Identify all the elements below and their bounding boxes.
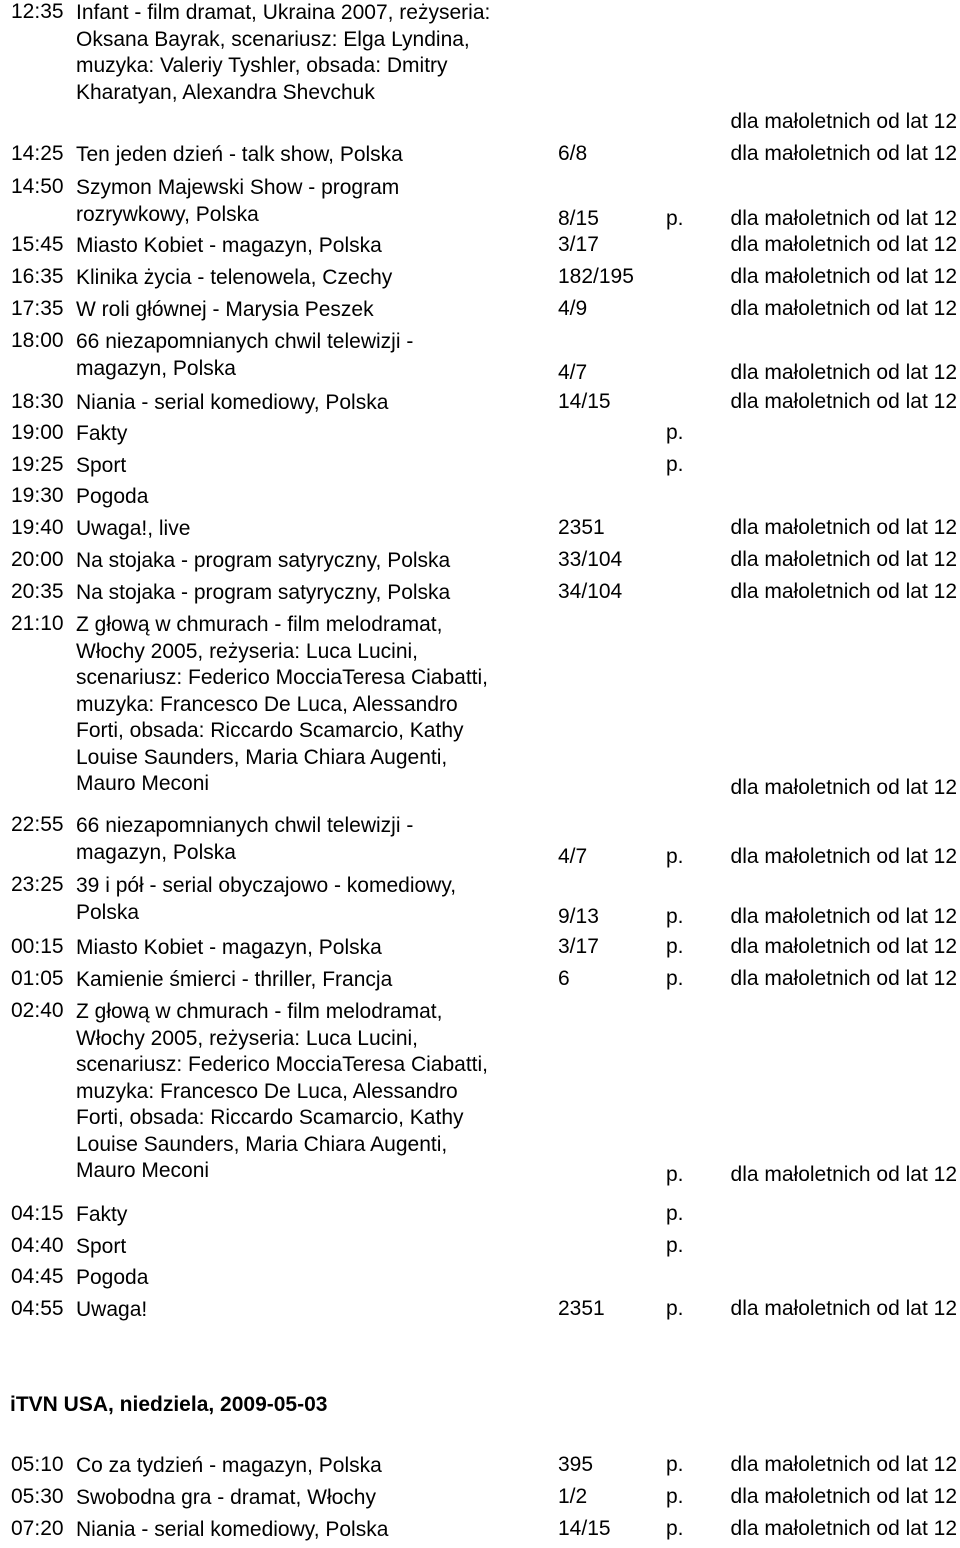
entry-age-rating: dla małoletnich od lat 12 bbox=[730, 142, 957, 165]
entry-title: Fakty bbox=[76, 1203, 128, 1226]
entry-title: Pogoda bbox=[76, 485, 149, 508]
entry-episode: 3/17 bbox=[558, 233, 599, 256]
entry-episode: 4/7 bbox=[558, 845, 588, 868]
entry-title: Fakty bbox=[76, 422, 128, 445]
entry-age-rating: dla małoletnich od lat 12 bbox=[730, 1297, 957, 1320]
entry-time: 14:25 bbox=[11, 142, 64, 165]
entry-age-rating: dla małoletnich od lat 12 bbox=[730, 967, 957, 990]
channel-day-heading: iTVN USA, niedziela, 2009-05-03 bbox=[10, 1393, 328, 1416]
entry-age-rating: dla małoletnich od lat 12 bbox=[730, 1163, 957, 1186]
entry-title: 66 niezapomnianych chwil telewizji - magazyn, Polska bbox=[76, 814, 414, 864]
entry-title: Niania - serial komediowy, Polska bbox=[76, 391, 389, 414]
entry-time: 15:45 bbox=[11, 233, 64, 256]
entry-episode: 33/104 bbox=[558, 548, 623, 571]
entry-age-rating: dla małoletnich od lat 12 bbox=[730, 1485, 957, 1508]
entry-age-rating: dla małoletnich od lat 12 bbox=[730, 390, 957, 413]
entry-title: Sport bbox=[76, 1235, 127, 1258]
entry-premiere-mark: p. bbox=[666, 967, 684, 990]
entry-age-rating: dla małoletnich od lat 12 bbox=[730, 580, 957, 603]
entry-time: 04:45 bbox=[11, 1265, 64, 1288]
entry-episode: 14/15 bbox=[558, 1517, 611, 1540]
entry-premiere-mark: p. bbox=[666, 845, 684, 868]
entry-time: 20:00 bbox=[11, 548, 64, 571]
entry-age-rating: dla małoletnich od lat 12 bbox=[730, 905, 957, 928]
entry-episode: 6/8 bbox=[558, 142, 588, 165]
entry-title: 39 i pół - serial obyczajowo - komediowy, Polska bbox=[76, 874, 457, 924]
entry-premiere-mark: p. bbox=[666, 1517, 684, 1540]
entry-title: Klinika życia - telenowela, Czechy bbox=[76, 266, 393, 289]
entry-episode: 8/15 bbox=[558, 207, 599, 230]
entry-title: Z głową w chmurach - film melodramat, Włochy 2005, reżyseria: Luca Lucini, scenariusz: Federico MocciaTeresa Ciabatti, muzyka: Francesco De Luca, Alessandro Forti, obsada: Riccardo Scamarcio, Kathy Louise Saunders, Maria Chiara Augenti, Mauro Meconi bbox=[76, 613, 489, 795]
entry-time: 16:35 bbox=[11, 265, 64, 288]
entry-episode: 4/9 bbox=[558, 297, 588, 320]
entry-title: Co za tydzień - magazyn, Polska bbox=[76, 1454, 382, 1477]
entry-title: Swobodna gra - dramat, Włochy bbox=[76, 1486, 376, 1509]
entry-time: 18:30 bbox=[11, 390, 64, 413]
entry-title: Uwaga!, live bbox=[76, 517, 191, 540]
entry-premiere-mark: p. bbox=[666, 453, 684, 476]
entry-age-rating: dla małoletnich od lat 12 bbox=[730, 1517, 957, 1540]
entry-title: Szymon Majewski Show - program rozrywkowy, Polska bbox=[76, 176, 400, 226]
entry-time: 02:40 bbox=[11, 999, 64, 1022]
entry-episode: 182/195 bbox=[558, 265, 634, 288]
entry-time: 04:55 bbox=[11, 1297, 64, 1320]
entry-time: 19:00 bbox=[11, 421, 64, 444]
entry-age-rating: dla małoletnich od lat 12 bbox=[730, 776, 957, 799]
entry-time: 17:35 bbox=[11, 297, 64, 320]
entry-time: 21:10 bbox=[11, 612, 64, 635]
entry-time: 19:25 bbox=[11, 453, 64, 476]
entry-title: Uwaga! bbox=[76, 1298, 148, 1321]
entry-time: 01:05 bbox=[11, 967, 64, 990]
entry-title: Miasto Kobiet - magazyn, Polska bbox=[76, 234, 382, 257]
entry-time: 05:10 bbox=[11, 1453, 64, 1476]
entry-time: 00:15 bbox=[11, 935, 64, 958]
entry-premiere-mark: p. bbox=[666, 1163, 684, 1186]
entry-time: 07:20 bbox=[11, 1517, 64, 1540]
entry-time: 04:15 bbox=[11, 1202, 64, 1225]
entry-time: 23:25 bbox=[11, 873, 64, 896]
entry-title: W roli głównej - Marysia Peszek bbox=[76, 298, 374, 321]
entry-premiere-mark: p. bbox=[666, 207, 684, 230]
entry-premiere-mark: p. bbox=[666, 421, 684, 444]
entry-episode: 3/17 bbox=[558, 935, 599, 958]
entry-episode: 14/15 bbox=[558, 390, 611, 413]
entry-age-rating: dla małoletnich od lat 12 bbox=[730, 516, 957, 539]
entry-time: 19:40 bbox=[11, 516, 64, 539]
entry-episode: 4/7 bbox=[558, 361, 588, 384]
entry-age-rating: dla małoletnich od lat 12 bbox=[730, 548, 957, 571]
entry-title: Z głową w chmurach - film melodramat, Włochy 2005, reżyseria: Luca Lucini, scenariusz: Federico MocciaTeresa Ciabatti, muzyka: Francesco De Luca, Alessandro Forti, obsada: Riccardo Scamarcio, Kathy Louise Saunders, Maria Chiara Augenti, Mauro Meconi bbox=[76, 1000, 489, 1182]
entry-episode: 2351 bbox=[558, 516, 605, 539]
entry-episode: 9/13 bbox=[558, 905, 599, 928]
entry-premiere-mark: p. bbox=[666, 1485, 684, 1508]
entry-time: 05:30 bbox=[11, 1485, 64, 1508]
entry-title: Kamienie śmierci - thriller, Francja bbox=[76, 968, 393, 991]
entry-title: Pogoda bbox=[76, 1266, 149, 1289]
entry-premiere-mark: p. bbox=[666, 1202, 684, 1225]
entry-episode: 2351 bbox=[558, 1297, 605, 1320]
entry-age-rating: dla małoletnich od lat 12 bbox=[730, 265, 957, 288]
entry-age-rating: dla małoletnich od lat 12 bbox=[730, 297, 957, 320]
entry-time: 14:50 bbox=[11, 175, 64, 198]
entry-premiere-mark: p. bbox=[666, 935, 684, 958]
entry-premiere-mark: p. bbox=[666, 1297, 684, 1320]
entry-time: 04:40 bbox=[11, 1234, 64, 1257]
entry-time: 20:35 bbox=[11, 580, 64, 603]
entry-age-rating: dla małoletnich od lat 12 bbox=[730, 207, 957, 230]
entry-premiere-mark: p. bbox=[666, 905, 684, 928]
entry-title: Infant - film dramat, Ukraina 2007, reżyseria: Oksana Bayrak, scenariusz: Elga Lyndina, muzyka: Valeriy Tyshler, obsada: Dmitry Kharatyan, Alexandra Shevchuk bbox=[76, 1, 491, 104]
entry-age-rating: dla małoletnich od lat 12 bbox=[730, 935, 957, 958]
entry-episode: 6 bbox=[558, 967, 570, 990]
entry-age-rating: dla małoletnich od lat 12 bbox=[730, 233, 957, 256]
entry-age-rating: dla małoletnich od lat 12 bbox=[730, 110, 957, 133]
entry-time: 12:35 bbox=[11, 0, 64, 23]
entry-title: Na stojaka - program satyryczny, Polska bbox=[76, 549, 451, 572]
entry-age-rating: dla małoletnich od lat 12 bbox=[730, 361, 957, 384]
entry-title: Miasto Kobiet - magazyn, Polska bbox=[76, 936, 382, 959]
entry-time: 22:55 bbox=[11, 813, 64, 836]
entry-time: 19:30 bbox=[11, 484, 64, 507]
entry-title: Niania - serial komediowy, Polska bbox=[76, 1518, 389, 1541]
entry-episode: 34/104 bbox=[558, 580, 623, 603]
entry-title: Na stojaka - program satyryczny, Polska bbox=[76, 581, 451, 604]
entry-episode: 395 bbox=[558, 1453, 594, 1476]
entry-title: 66 niezapomnianych chwil telewizji - magazyn, Polska bbox=[76, 330, 414, 380]
entry-premiere-mark: p. bbox=[666, 1234, 684, 1257]
entry-title: Sport bbox=[76, 454, 127, 477]
entry-episode: 1/2 bbox=[558, 1485, 588, 1508]
entry-title: Ten jeden dzień - talk show, Polska bbox=[76, 143, 403, 166]
entry-age-rating: dla małoletnich od lat 12 bbox=[730, 1453, 957, 1476]
entry-age-rating: dla małoletnich od lat 12 bbox=[730, 845, 957, 868]
entry-premiere-mark: p. bbox=[666, 1453, 684, 1476]
entry-time: 18:00 bbox=[11, 329, 64, 352]
